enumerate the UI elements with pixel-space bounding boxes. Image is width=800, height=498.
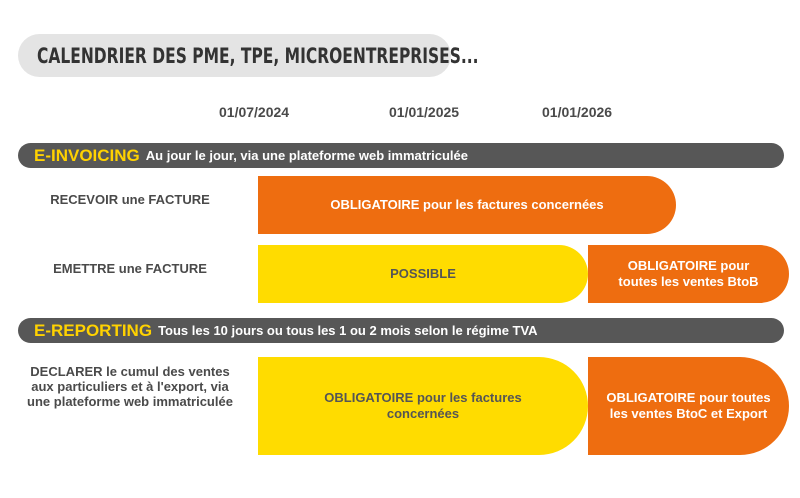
section-description: Tous les 10 jours ou tous les 1 ou 2 mois selon le régime TVA [158, 323, 538, 338]
title-pill [18, 34, 479, 77]
section-title: E-INVOICING [34, 145, 140, 165]
bar-emettre-possible: POSSIBLE [258, 245, 588, 303]
row-label-declarer: DECLARER le cumul des ventes aux particuliers et à l'export, via une plateforme web immatriculée [27, 364, 233, 409]
section-title: E-REPORTING [34, 320, 153, 340]
row-label-emettre: EMETTRE une FACTURE [53, 261, 207, 276]
date-label: 01/01/2026 [542, 104, 613, 120]
date-label: 01/07/2024 [219, 104, 290, 120]
section-band-e-reporting [18, 318, 784, 343]
bar-emettre-obligatoire: OBLIGATOIRE pour toutes les ventes BtoB [588, 245, 789, 303]
bar-recevoir-obligatoire: OBLIGATOIRE pour les factures concernées [258, 176, 676, 234]
section-description: Au jour le jour, via une plateforme web immatriculée [145, 148, 468, 163]
date-label: 01/01/2025 [389, 104, 460, 120]
section-band-e-invoicing [18, 143, 784, 168]
bar-declarer-obligatoire: OBLIGATOIRE pour les factures concernées [258, 357, 588, 455]
row-label-recevoir: RECEVOIR une FACTURE [50, 192, 210, 207]
bar-declarer-obligatoire-btoc: OBLIGATOIRE pour toutes les ventes BtoC et Export [588, 357, 789, 455]
page-title: CALENDRIER DES PME, TPE, MICROENTREPRISES... [37, 43, 479, 68]
